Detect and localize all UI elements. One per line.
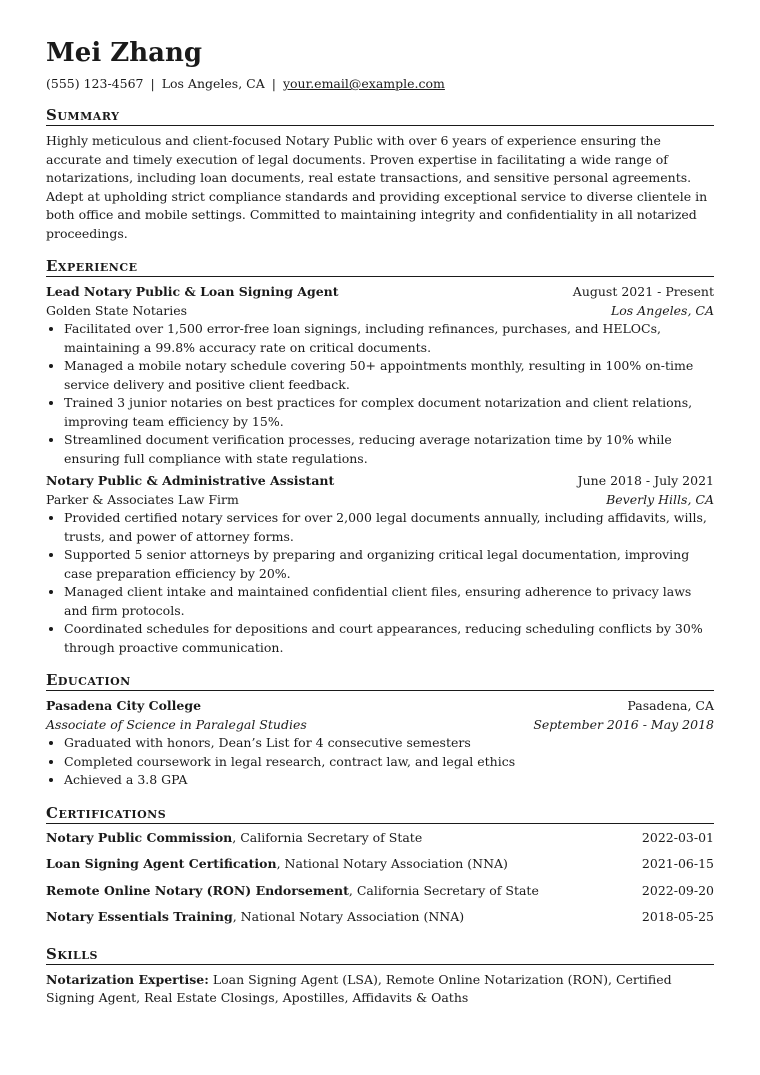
degree: Associate of Science in Paralegal Studies — [46, 716, 307, 732]
education-bullets — [46, 734, 714, 790]
job-location: Los Angeles, CA — [610, 302, 714, 318]
job-location: Beverly Hills, CA — [606, 491, 714, 507]
bullet-item: • Graduated with honors, Dean’s List for 4 consecutive semesters — [64, 734, 714, 753]
bullet-item: • Coordinated schedules for depositions and court appearances, reducing scheduling conflicts by 30% through proactive communication. — [64, 620, 714, 657]
separator: | — [271, 76, 276, 91]
job-dates: June 2018 - July 2021 — [577, 473, 714, 488]
certification-date: 2021-06-15 — [641, 856, 714, 871]
education-dates: September 2016 - May 2018 — [533, 716, 714, 732]
school-name: Pasadena City College — [46, 698, 202, 713]
email-link[interactable]: your.email@example.com — [282, 76, 445, 91]
bullet-item: • Supported 5 senior attorneys by preparing and organizing critical legal documentation, improving case preparation efficiency by 20%. — [64, 546, 714, 583]
section-title-summary: Summary — [46, 106, 714, 126]
education-entry — [46, 697, 714, 790]
job-company: Parker & Associates Law Firm — [46, 491, 239, 507]
skills-label: Notarization Expertise: — [46, 971, 209, 987]
certification-date: 2022-09-20 — [641, 882, 714, 898]
job-bullets — [46, 320, 714, 468]
certification-name: Notary Public Commission — [46, 829, 233, 845]
experience-section — [46, 257, 714, 657]
job-entry — [46, 283, 714, 468]
job-dates: August 2021 - Present — [572, 284, 714, 299]
job-header — [46, 283, 714, 302]
section-title-certifications: Certifications — [46, 804, 714, 824]
certification-item — [46, 904, 714, 931]
job-subheader — [46, 491, 714, 510]
certification-item — [46, 878, 714, 905]
job-role: Notary Public & Administrative Assistant — [46, 473, 335, 488]
section-title-education: Education — [46, 671, 714, 691]
job-role: Lead Notary Public & Loan Signing Agent — [46, 284, 339, 299]
contact-line — [46, 76, 714, 92]
certification-issuer: , California Secretary of State — [232, 829, 423, 845]
section-title-experience: Experience — [46, 257, 714, 277]
bullet-item: • Trained 3 junior notaries on best practices for complex document notarization and client relations, improving team efficiency by 15%. — [64, 394, 714, 431]
certification-issuer: , California Secretary of State — [348, 882, 539, 898]
certification-item — [46, 825, 714, 852]
certification-text — [46, 878, 539, 905]
certification-item — [46, 851, 714, 878]
certification-name: Notary Essentials Training — [46, 909, 233, 924]
certifications-section — [46, 804, 714, 931]
certification-text — [46, 904, 464, 931]
job-header — [46, 472, 714, 491]
education-section — [46, 671, 714, 790]
summary-section — [46, 106, 714, 243]
job-subheader — [46, 302, 714, 321]
job-bullets — [46, 509, 714, 657]
bullet-item: • Streamlined document verification processes, reducing average notarization time by 10% while ensuring full compliance with state regulations. — [64, 431, 714, 468]
bullet-item: • Managed a mobile notary schedule covering 50+ appointments monthly, resulting in 100% on-time service delivery and positive client feedback. — [64, 357, 714, 394]
bullet-item: • Managed client intake and maintained confidential client files, ensuring adherence to privacy laws and firm protocols. — [64, 583, 714, 620]
location: Los Angeles, CA — [161, 76, 265, 91]
certification-date: 2018-05-25 — [641, 909, 714, 924]
certification-name: Remote Online Notary (RON) Endorsement — [46, 882, 349, 898]
school-location: Pasadena, CA — [627, 698, 714, 713]
certification-issuer: , National Notary Association (NNA) — [232, 909, 465, 924]
job-company: Golden State Notaries — [46, 302, 188, 318]
bullet-item: • Facilitated over 1,500 error-free loan signings, including refinances, purchases, and HELOCs, maintaining a 99.8% accuracy rate on critical documents. — [64, 320, 714, 357]
bullet-item: • Provided certified notary services for over 2,000 legal documents annually, including affidavits, wills, trusts, and power of attorney forms. — [64, 509, 714, 546]
certification-date: 2022-03-01 — [641, 829, 714, 845]
skills-section — [46, 945, 714, 1008]
skills-list: Loan Signing Agent (LSA), Remote Online Notarization (RON), Certified Signing Agent, Real Estate Closings, Apostilles, Affidavits & Oaths — [46, 971, 672, 1005]
certification-text — [46, 851, 508, 878]
certification-issuer: , National Notary Association (NNA) — [276, 856, 508, 871]
section-title-skills: Skills — [46, 945, 714, 965]
job-entry — [46, 472, 714, 657]
certification-name: Loan Signing Agent Certification — [46, 856, 277, 871]
education-subheader — [46, 716, 714, 735]
certification-text — [46, 825, 422, 852]
certifications-list — [46, 825, 714, 931]
bullet-item: • Achieved a 3.8 GPA — [64, 771, 714, 790]
summary-text: Highly meticulous and client-focused Notary Public with over 6 years of experience ensuring the accurate and timely execution of legal documents. Proven expertise in facilitating a wide range of notarizations, including loan documents, real estate transactions, and sensitive personal agreements. Adept at upholding strict compliance standards and providing exceptional service to diverse clientele in both office and mobile settings. Committed to maintaining integrity and confidentiality in all notarized proceedings. — [46, 133, 708, 241]
bullet-item: • Completed coursework in legal research, contract law, and legal ethics — [64, 753, 714, 772]
skills-text — [46, 971, 714, 1008]
phone: (555) 123-4567 — [46, 76, 144, 91]
separator: | — [150, 76, 155, 91]
education-header — [46, 697, 714, 716]
candidate-name: Mei Zhang — [46, 38, 203, 68]
